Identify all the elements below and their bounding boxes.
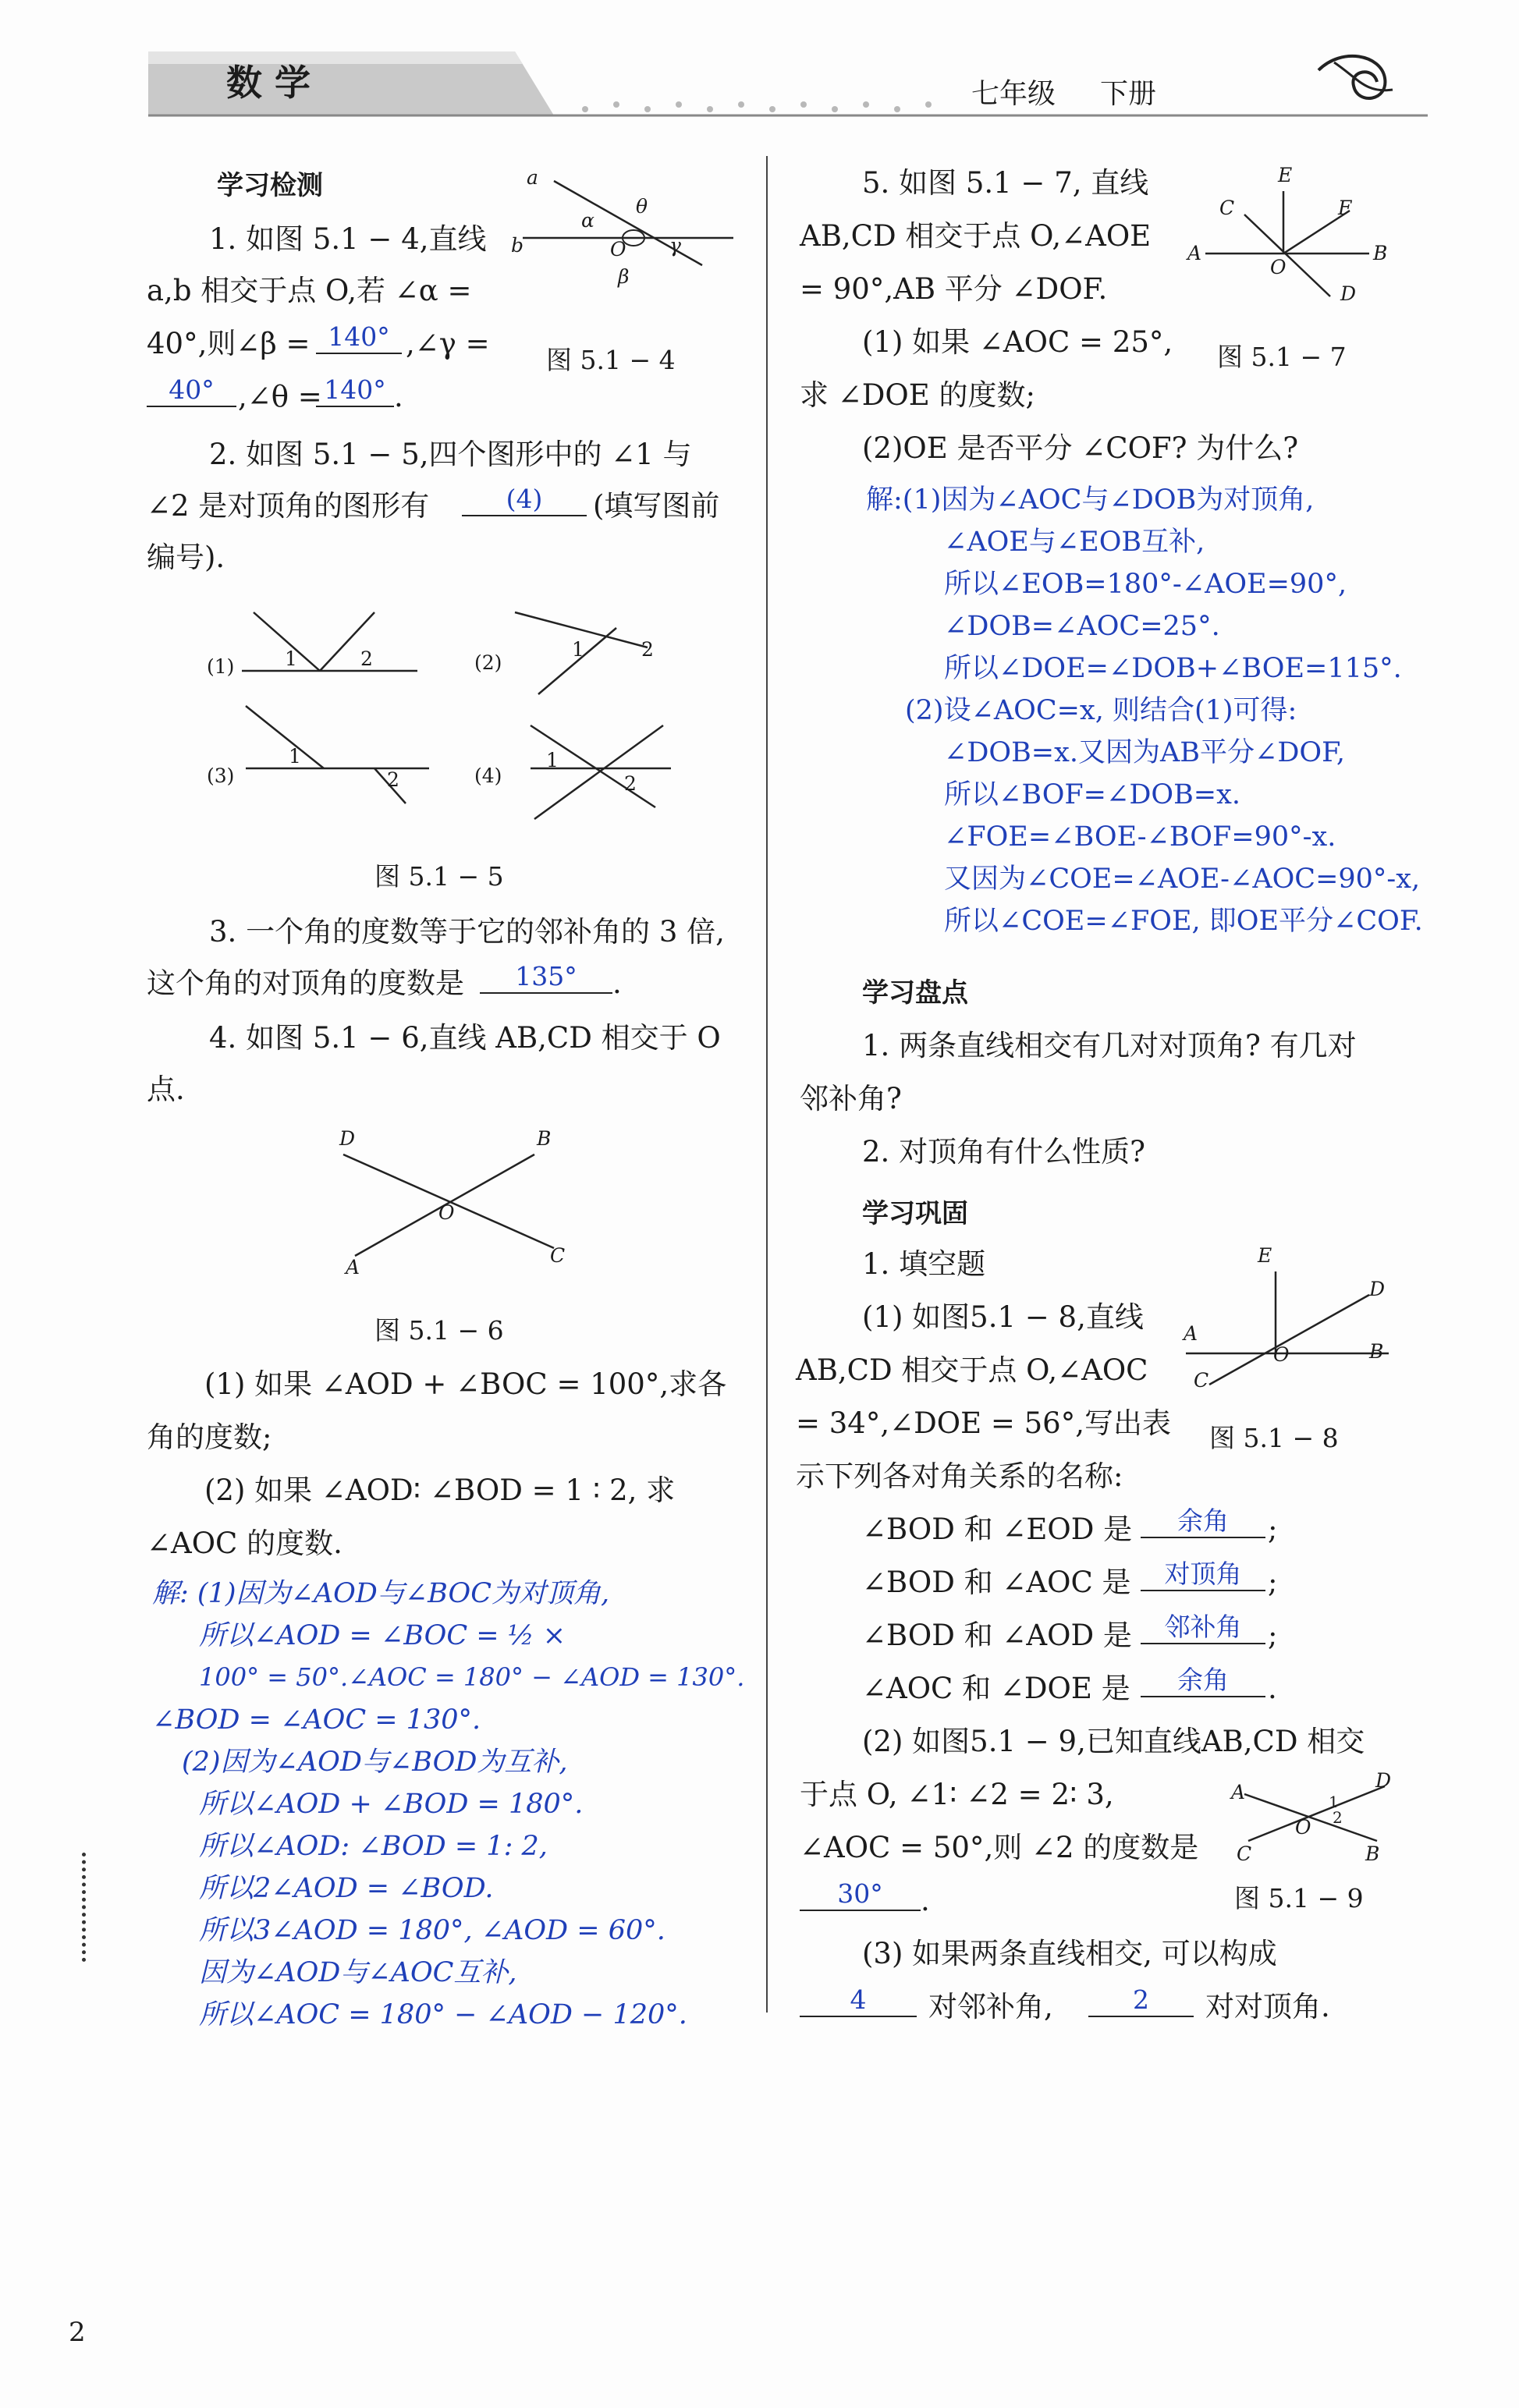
right-solution-line: 所以∠EOB=180°-∠AOE=90°, xyxy=(944,569,1347,600)
q1-line4a: ,∠θ = xyxy=(238,380,322,413)
fig7-label-B: B xyxy=(1373,242,1388,264)
right-solution-line: 解:(1)因为∠AOC与∠DOB为对顶角, xyxy=(866,484,1315,516)
fig8-label-O: O xyxy=(1273,1343,1290,1366)
pair-answer[interactable]: 邻补角 xyxy=(1141,1612,1265,1644)
figure-5-1-7 xyxy=(1194,164,1397,312)
c1-2-line2: 于点 O, ∠1∶ ∠2 = 2∶ 3, xyxy=(800,1778,1114,1811)
header-volume: 下册 xyxy=(1100,78,1157,110)
fig4-label-gamma: γ xyxy=(669,234,681,257)
fig8-label-E: E xyxy=(1258,1244,1272,1267)
q2-line2b: (填写图前 xyxy=(593,489,720,523)
caption-5-1-9: 图 5.1 − 9 xyxy=(1234,1883,1364,1913)
fig8-label-C: C xyxy=(1194,1369,1209,1392)
fig5-label-2b: 2 xyxy=(641,638,654,661)
q4-line2: 点. xyxy=(147,1073,185,1106)
c1-title: 1. 填空题 xyxy=(862,1247,986,1281)
fig4-label-b: b xyxy=(511,234,524,257)
header-decoration xyxy=(148,48,1428,119)
fig4-label-O: O xyxy=(610,238,626,261)
q2-line1: 2. 如图 5.1 − 5,四个图形中的 ∠1 与 xyxy=(209,438,692,471)
review-line: 2. 对顶角有什么性质? xyxy=(862,1135,1145,1169)
fig9-label-2: 2 xyxy=(1333,1808,1343,1827)
caption-5-1-4: 图 5.1 − 4 xyxy=(546,345,676,375)
left-solution-line: 解: (1)因为∠AOD与∠BOC为对顶角, xyxy=(152,1578,610,1609)
q2-line3: 编号). xyxy=(147,541,225,574)
q3-line2b: . xyxy=(612,966,622,1000)
column-divider xyxy=(766,156,768,2013)
c1-2-line1: (2) 如图5.1 − 9,已知直线AB,CD 相交 xyxy=(862,1725,1365,1758)
fig8-label-B: B xyxy=(1369,1340,1384,1363)
fig8-label-A: A xyxy=(1184,1322,1198,1345)
left-solution-line: 所以∠AOC = 180° − ∠AOD − 120°. xyxy=(199,1999,687,2030)
page-number: 2 xyxy=(69,2317,86,2348)
header-swirl-icon xyxy=(1311,47,1404,109)
fig5-label-p1: (1) xyxy=(207,655,235,678)
fig6-label-A: A xyxy=(346,1256,360,1278)
q5-line3: = 90°,AB 平分 ∠DOF. xyxy=(800,272,1108,306)
header-grade: 七年级 xyxy=(971,78,1056,110)
fig4-label-alpha: α xyxy=(581,209,594,232)
fig4-label-theta: θ xyxy=(636,195,648,218)
caption-5-1-5: 图 5.1 − 5 xyxy=(374,861,504,892)
q1-line3b: ,∠γ = xyxy=(406,327,490,360)
q1-line4b: . xyxy=(394,380,403,413)
q2-answer[interactable]: (4) xyxy=(462,484,587,516)
right-solution-line: ∠FOE=∠BOE-∠BOF=90°-x. xyxy=(944,821,1336,853)
c1-3-line1: (3) 如果两条直线相交, 可以构成 xyxy=(862,1937,1277,1970)
fig9-label-B: B xyxy=(1365,1842,1380,1865)
binding-dots xyxy=(82,1853,91,1962)
caption-5-1-6: 图 5.1 − 6 xyxy=(374,1315,504,1346)
q1-answer-theta[interactable]: 140° xyxy=(316,374,394,407)
c1-1-line1: (1) 如图5.1 − 8,直线 xyxy=(862,1300,1144,1334)
right-solution-line: ∠AOE与∠EOB互补, xyxy=(944,527,1205,558)
review-line: 1. 两条直线相交有几对对顶角? 有几对 xyxy=(862,1029,1357,1062)
q3-line2a: 这个角的对顶角的度数是 xyxy=(147,966,464,1000)
c1-1-line4: 示下列各对角关系的名称: xyxy=(796,1459,1123,1493)
c1-2-line3: ∠AOC = 50°,则 ∠2 的度数是 xyxy=(800,1831,1199,1864)
pair-text: ∠BOD 和 ∠EOD 是 xyxy=(862,1513,1133,1546)
fig9-label-1: 1 xyxy=(1329,1793,1339,1811)
fig6-label-B: B xyxy=(537,1127,552,1150)
left-solution-line: (2)因为∠AOD与∠BOD为互补, xyxy=(182,1747,568,1778)
q5-sub1-line1: (1) 如果 ∠AOC = 25°, xyxy=(862,325,1173,359)
pair-text: ∠BOD 和 ∠AOC 是 xyxy=(862,1566,1131,1599)
fig7-label-E: E xyxy=(1278,164,1293,186)
left-solution-line: ∠BOD = ∠AOC = 130°. xyxy=(152,1704,481,1736)
fig5-label-1b: 1 xyxy=(572,638,584,661)
pair-end: ; xyxy=(1268,1619,1278,1652)
fig7-label-A: A xyxy=(1187,242,1202,264)
fig7-label-F: F xyxy=(1338,197,1352,219)
left-solution-line: 所以∠AOD = ∠BOC = ½ × xyxy=(199,1620,566,1651)
section-title-check: 学习检测 xyxy=(217,170,323,201)
pair-end: ; xyxy=(1268,1566,1278,1599)
fig9-label-D: D xyxy=(1375,1769,1392,1792)
c1-1-line2: AB,CD 相交于点 O,∠AOC xyxy=(796,1353,1148,1387)
q1-answer-beta[interactable]: 140° xyxy=(316,321,402,354)
right-solution-line: 所以∠COE=∠FOE, 即OE平分∠COF. xyxy=(944,906,1423,937)
right-solution-line: 所以∠BOF=∠DOB=x. xyxy=(944,779,1240,810)
fig7-label-C: C xyxy=(1219,197,1235,219)
right-solution-line: ∠DOB=x.又因为AB平分∠DOF, xyxy=(944,737,1346,768)
q4-sub1-line2: 角的度数; xyxy=(147,1420,272,1454)
q1-line1: 1. 如图 5.1 − 4,直线 xyxy=(209,222,487,256)
fig4-label-a: a xyxy=(527,166,538,189)
q4-sub2-line2: ∠AOC 的度数. xyxy=(147,1527,342,1560)
q5-sub1-line2: 求 ∠DOE 的度数; xyxy=(800,378,1035,412)
section-title-review: 学习盘点 xyxy=(862,977,968,1009)
fig7-label-D: D xyxy=(1340,282,1357,305)
pair-end: . xyxy=(1268,1672,1277,1705)
left-solution-line: 所以2∠AOD = ∠BOD. xyxy=(199,1873,494,1904)
q1-line2: a,b 相交于点 O,若 ∠α = xyxy=(147,274,472,307)
q1-answer-gamma[interactable]: 40° xyxy=(147,374,236,407)
right-solution-line: ∠DOB=∠AOC=25°. xyxy=(944,611,1220,642)
q5-line2: AB,CD 相交于点 O,∠AOE xyxy=(800,219,1152,253)
pair-answer[interactable]: 对顶角 xyxy=(1141,1559,1265,1591)
figure-5-1-8 xyxy=(1178,1248,1397,1396)
fig6-label-D: D xyxy=(339,1127,356,1150)
c1-2-end: . xyxy=(921,1884,930,1917)
fig5-label-1c: 1 xyxy=(289,745,301,768)
section-title-consolidate: 学习巩固 xyxy=(862,1198,968,1229)
c1-3-answer2[interactable]: 2 xyxy=(1088,1984,1194,2017)
fig8-label-D: D xyxy=(1369,1278,1386,1300)
q5-sub2: (2)OE 是否平分 ∠COF? 为什么? xyxy=(862,431,1299,465)
fig5-label-1d: 1 xyxy=(546,749,559,771)
q3-line1: 3. 一个角的度数等于它的邻补角的 3 倍, xyxy=(209,915,725,949)
q3-answer[interactable]: 135° xyxy=(480,961,612,994)
c1-2-answer[interactable]: 30° xyxy=(800,1878,921,1911)
right-solution-line: (2)设∠AOC=x, 则结合(1)可得: xyxy=(905,695,1297,726)
left-solution-line: 所以3∠AOD = 180°, ∠AOD = 60°. xyxy=(199,1915,665,1946)
fig6-label-O: O xyxy=(438,1201,455,1224)
fig5-label-2d: 2 xyxy=(624,772,637,795)
header-subject: 数 学 xyxy=(226,62,311,104)
header-bar xyxy=(148,48,1428,119)
q4-line1: 4. 如图 5.1 − 6,直线 AB,CD 相交于 O xyxy=(209,1021,721,1055)
fig9-label-O: O xyxy=(1295,1816,1311,1839)
q1-line3a: 40°,则∠β = xyxy=(147,327,311,360)
pair-answer[interactable]: 余角 xyxy=(1141,1505,1265,1538)
q4-sub2-line1: (2) 如果 ∠AOD∶ ∠BOD = 1 ∶ 2, 求 xyxy=(204,1474,676,1507)
fig9-label-A: A xyxy=(1231,1781,1246,1803)
pair-text: ∠BOD 和 ∠AOD 是 xyxy=(862,1619,1132,1652)
fig5-label-2a: 2 xyxy=(360,647,373,670)
q2-line2a: ∠2 是对顶角的图形有 xyxy=(147,489,430,523)
left-solution-line: 所以∠AOD: ∠BOD = 1: 2, xyxy=(199,1831,548,1862)
pair-end: ; xyxy=(1268,1513,1278,1546)
fig5-label-2c: 2 xyxy=(387,768,399,791)
left-solution-line: 所以∠AOD + ∠BOD = 180°. xyxy=(199,1789,584,1820)
c1-1-line3: = 34°,∠DOE = 56°,写出表 xyxy=(796,1406,1171,1440)
caption-5-1-8: 图 5.1 − 8 xyxy=(1209,1423,1339,1453)
pair-answer[interactable]: 余角 xyxy=(1141,1665,1265,1697)
left-solution-line: 因为∠AOD与∠AOC互补, xyxy=(199,1957,517,1988)
fig4-label-beta: β xyxy=(618,265,630,288)
fig5-label-p3: (3) xyxy=(207,764,235,787)
fig9-label-C: C xyxy=(1237,1842,1252,1865)
c1-3-mid: 对邻补角, xyxy=(928,1990,1053,2023)
fig5-label-p2: (2) xyxy=(474,651,502,674)
right-solution-line: 所以∠DOE=∠DOB+∠BOE=115°. xyxy=(944,653,1402,684)
fig5-label-1a: 1 xyxy=(285,647,297,670)
fig7-label-O: O xyxy=(1270,256,1287,278)
review-line: 邻补角? xyxy=(800,1082,902,1115)
pair-text: ∠AOC 和 ∠DOE 是 xyxy=(862,1672,1130,1705)
q5-line1: 5. 如图 5.1 − 7, 直线 xyxy=(862,166,1149,200)
q4-sub1-line1: (1) 如果 ∠AOD + ∠BOC = 100°,求各 xyxy=(204,1367,727,1401)
right-solution-line: 又因为∠COE=∠AOE-∠AOC=90°-x, xyxy=(944,864,1421,895)
fig6-label-C: C xyxy=(550,1244,566,1267)
c1-3-answer1[interactable]: 4 xyxy=(800,1984,917,2017)
fig5-label-p4: (4) xyxy=(474,764,502,787)
caption-5-1-7: 图 5.1 − 7 xyxy=(1217,342,1347,372)
c1-3-end: 对对顶角. xyxy=(1205,1990,1330,2023)
figure-5-1-5 xyxy=(195,601,741,835)
left-solution-line: 100° = 50°.∠AOC = 180° − ∠AOD = 130°. xyxy=(199,1662,745,1692)
